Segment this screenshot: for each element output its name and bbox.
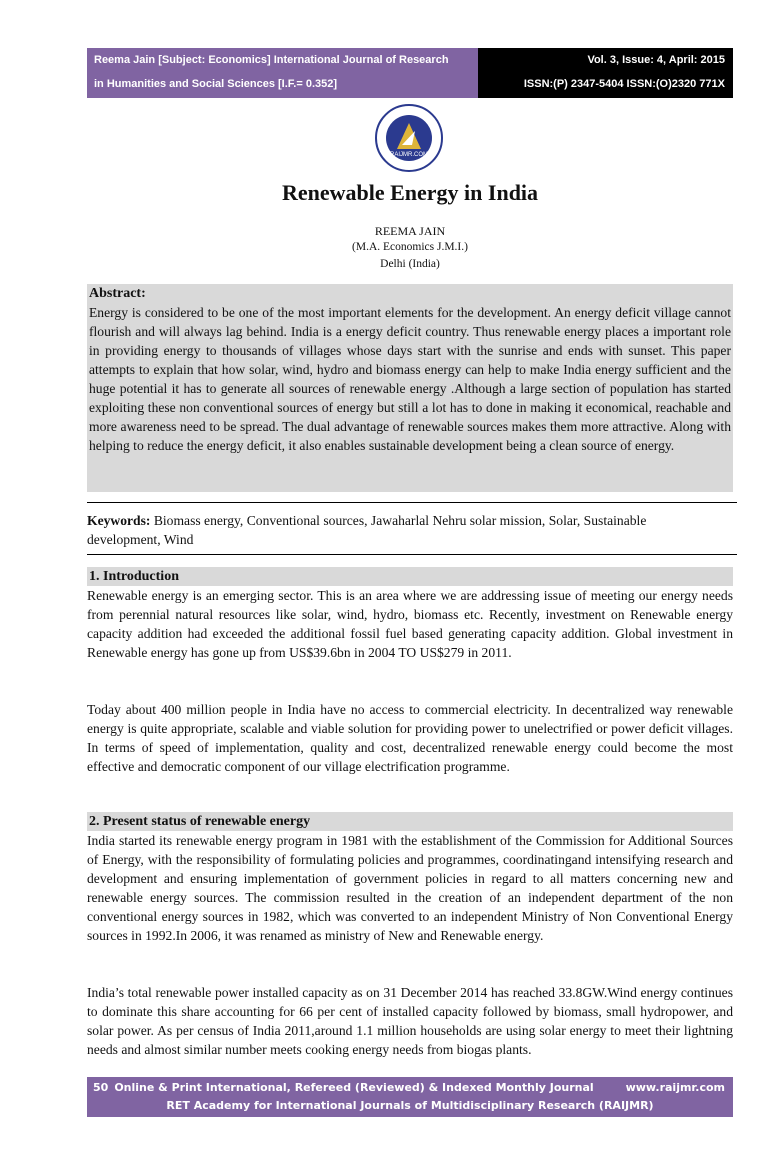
journal-header-line1: Reema Jain [Subject: Economics] International Journal of Research	[94, 54, 449, 66]
keywords-text: Biomass energy, Conventional sources, Jawaharlal Nehru solar mission, Solar, Sustainable development, Wind	[87, 513, 647, 547]
divider	[87, 502, 737, 503]
paragraph: India started its renewable energy program in 1981 with the establishment of the Commission for Additional Sources of Energy, with the responsibility of formulating policies and programmes, coordinatingand intensifying research and development and ensuring implementation of government policies in regard to all matters concerning new and renewable energy sources. The commission resulted in the creation of an independent department of the non conventional energy sources in 1982, which was converted to an independent Ministry of Non Conventional Energy sources in 1992.In 2006, it was renamed as ministry of New and Renewable energy.	[87, 833, 733, 943]
logo-text: RAIJMR.COM	[390, 152, 428, 158]
keywords	[87, 511, 707, 549]
journal-header-line2: in Humanities and Social Sciences [I.F.= 0.352]	[94, 78, 338, 90]
keywords-label: Keywords:	[87, 513, 151, 528]
author-degree: (M.A. Economics J.M.I.)	[352, 241, 468, 253]
author-place: Delhi (India)	[380, 258, 440, 270]
footer-line1: Online & Print International, Refereed (Reviewed) & Indexed Monthly Journal	[114, 1081, 594, 1094]
paper-title: Renewable Energy in India	[281, 180, 539, 205]
paragraph: Renewable energy is an emerging sector. This is an area where we are addressing issue of meeting our energy needs from perennial natural resources like solar, wind, hydro, biomass etc. Recently, investment on Renewable energy capacity addition had exceeded the additional fossil fuel based generating capacity addition. Global investment in Renewable energy has gone up from US$39.6bn in 2004 TO US$279 in 2011.	[87, 588, 733, 660]
journal-header-right	[478, 48, 733, 98]
journal-footer	[87, 1077, 733, 1117]
volume-issue: Vol. 3, Issue: 4, April: 2015	[587, 54, 725, 66]
paragraph: Today about 400 million people in India have no access to commercial electricity. In decentralized way renewable energy is quite appropriate, scalable and viable solution for providing power to unelectrified or power deficit villages. In terms of speed of implementation, quality and cost, decentralized renewable energy could become the most effective and democratic component of our village electrification programme.	[87, 702, 733, 774]
abstract-text: Energy is considered to be one of the most important elements for the development. An energy deficit village cannot flourish and will always lag behind. India is a energy deficit country. Thus renewable energy places a important role in providing energy to thousands of villages whose days start with the sunrise and ends with sunset. This paper attempts to explain that how solar, wind, hydro and biomass energy can help to make India energy sufficient and the huge potential it has to generate all sources of renewable energy .Although a large section of population has started exploiting these non conventional sources of energy but still a lot has to done in making it economical, reachable and more awareness need to be spread. The dual advantage of renewable sources makes them more attractive. Along with helping to reduce the energy deficit, it also enables sustainable development being a clean source of energy.	[89, 305, 731, 453]
abstract-heading: Abstract:	[89, 286, 146, 301]
issn: ISSN:(P) 2347-5404 ISSN:(O)2320 771X	[523, 78, 725, 90]
section-heading-present-status: 2. Present status of renewable energy	[87, 812, 733, 831]
section-heading-introduction: 1. Introduction	[87, 567, 733, 586]
abstract-box	[87, 284, 733, 492]
divider	[87, 554, 737, 555]
paragraph: India’s total renewable power installed capacity as on 31 December 2014 has reached 33.8GW.Wind energy continues to dominate this share accounting for 66 per cent of installed capacity followed by biomass, small hydropower, and solar power. As per census of India 2011,around 1.1 million households are using solar energy to meet their lightning needs and almost similar number meets cooking energy needs from biogas plants.	[87, 985, 733, 1057]
raijmr-logo	[368, 103, 450, 173]
journal-header-left	[87, 48, 478, 98]
journal-url[interactable]: www.raijmr.com	[625, 1081, 725, 1094]
page-number: 50	[93, 1081, 109, 1094]
footer-line2: RET Academy for International Journals of Multidisciplinary Research (RAIJMR)	[166, 1099, 654, 1112]
author-name: REEMA JAIN	[374, 224, 446, 238]
